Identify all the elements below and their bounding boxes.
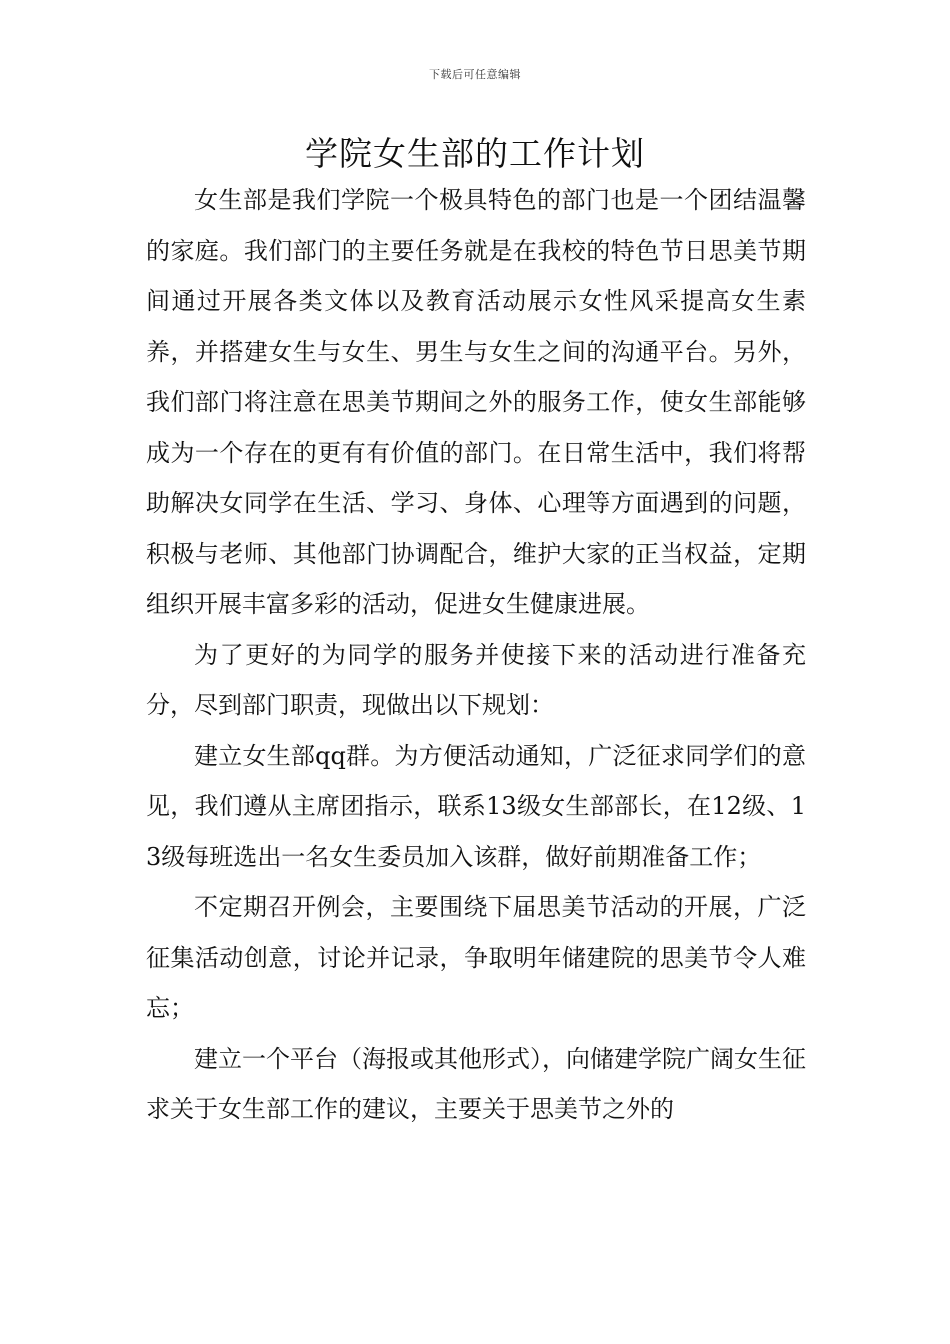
document-body (146, 175, 806, 1135)
header-note: 下载后可任意编辑 (429, 68, 521, 81)
paragraph-planning: 为了更好的为同学的服务并使接下来的活动进行准备充分，尽到部门职责，现做出以下规划： (146, 640, 806, 719)
paragraph-qq-group: 建立女生部qq群。为方便活动通知，广泛征求同学们的意见，我们遵从主席团指示，联系13级女生部部长，在12级、13级每班选出一名女生委员加入该群，做好前期准备工作； (146, 741, 806, 871)
paragraph-intro: 女生部是我们学院一个极具特色的部门也是一个团结温馨的家庭。我们部门的主要任务就是在我校的特色节日思美节期间通过开展各类文体以及教育活动展示女性风采提高女生素养，并搭建女生与女生、男生与女生之间的沟通平台。另外，我们部门将注意在思美节期间之外的服务工作，使女生部能够成为一个存在的更有有价值的部门。在日常生活中，我们将帮助解决女同学在生活、学习、身体、心理等方面遇到的问题，积极与老师、其他部门协调配合，维护大家的正当权益，定期组织开展丰富多彩的活动，促进女生健康进展。 (146, 186, 806, 618)
paragraph-meetings: 不定期召开例会，主要围绕下届思美节活动的开展，广泛征集活动创意，讨论并记录，争取明年储建院的思美节令人难忘； (146, 893, 806, 1022)
document-title: 学院女生部的工作计划 (305, 134, 645, 173)
paragraph-platform: 建立一个平台（海报或其他形式），向储建学院广阔女生征求关于女生部工作的建议，主要关于思美节之外的 (146, 1044, 806, 1123)
